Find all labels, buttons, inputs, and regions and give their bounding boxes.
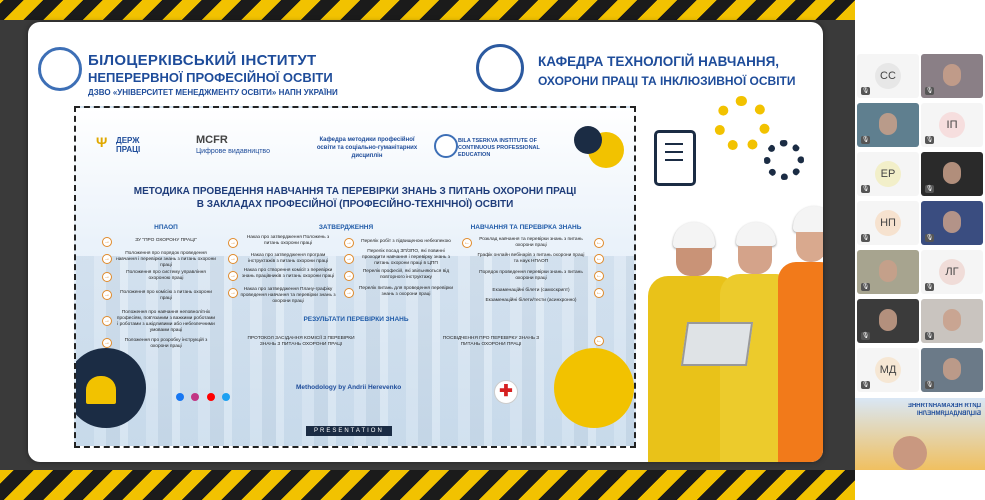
arrow-icon: → [104, 340, 110, 346]
mic-muted-icon: 🎙 [925, 284, 934, 290]
mic-muted-icon: 🎙 [925, 137, 934, 143]
mic-muted-icon: 🎙 [861, 88, 870, 94]
result-protocol: ПРОТОКОЛ ЗАСІДАННЯ КОМІСІЇ З ПЕРЕВІРКИ ЗНАНЬ З ПИТАНЬ ОХОРОНИ ПРАЦІ [247, 336, 355, 347]
participant-video [943, 211, 961, 233]
list-item: Положення про навчання неповнолітніх професіям, пов'язаним з важкими роботами і роботами з шкідливими або небезпечними умовами праці [116, 310, 216, 333]
laptop-icon [681, 322, 753, 366]
hazard-stripe-bottom [0, 470, 855, 500]
presentation-slide [28, 22, 823, 462]
arrow-icon: ← [596, 240, 602, 246]
department-logo [476, 44, 524, 92]
participant-tile[interactable] [921, 250, 983, 294]
hazard-stripe-top [0, 0, 855, 20]
mic-muted-icon: 🎙 [861, 235, 870, 241]
institute-logo [38, 47, 82, 91]
participant-tile[interactable] [857, 54, 919, 98]
workers-photo [628, 222, 823, 462]
mic-muted-icon: 🎙 [861, 333, 870, 339]
mic-muted-icon: 🎙 [861, 137, 870, 143]
arrow-icon: → [230, 273, 236, 279]
trident-icon: Ψ [96, 134, 108, 150]
mcfr-subtitle: Цифрове видавництво [196, 148, 270, 155]
main-title-line1: МЕТОДИКА ПРОВЕДЕННЯ НАВЧАННЯ ТА ПЕРЕВІРКИ ЗНАНЬ З ПИТАНЬ ОХОРОНИ ПРАЦІ [133, 186, 577, 197]
arrow-icon: → [104, 239, 110, 245]
checklist-icon [654, 130, 696, 186]
participant-tile[interactable] [857, 299, 919, 343]
derzh-logo: ДЕРЖ ПРАЦІ [116, 136, 141, 154]
participant-tile[interactable] [921, 103, 983, 147]
participant-video [943, 162, 961, 184]
list-item: Екзаменаційні білети/тести (асинхронно) [485, 298, 577, 303]
list-item: Положення про систему управління охороною праці [126, 270, 206, 281]
participant-initials: МД [875, 357, 901, 383]
mic-muted-icon: 🎙 [925, 382, 934, 388]
kafedra-logo-text: Кафедра методики професійної освіти та соціально-гуманітарних дисциплін [316, 137, 418, 159]
arrow-icon: → [104, 256, 110, 262]
list-item: Наказ про створення комісії з перевірки знань працівників з питань охорони праці [241, 268, 335, 279]
list-item: Екзаменаційні білети (самоскрипт) [492, 288, 570, 293]
institute-title-line2: НЕПЕРЕРВНОЇ ПРОФЕСІЙНОЇ ОСВІТИ [88, 70, 333, 85]
participant-video [879, 113, 897, 135]
participant-tile[interactable] [921, 152, 983, 196]
twitter-icon [222, 393, 230, 401]
gear-icon [714, 96, 770, 152]
participant-initials: ЛГ [939, 259, 965, 285]
participant-tile[interactable] [857, 201, 919, 245]
instagram-icon [191, 393, 199, 401]
list-item: Перелік робіт з підвищеною небезпекою [361, 239, 451, 244]
arrow-icon: → [346, 273, 352, 279]
arrow-icon: ← [596, 273, 602, 279]
mic-muted-icon: 🎙 [925, 333, 934, 339]
mic-muted-icon: 🎙 [861, 382, 870, 388]
presentation-label: PRESENTATION [306, 426, 392, 436]
list-item: Наказ про затвердження програм інструктажів з питань охорони праці [248, 253, 328, 264]
list-item: Наказ про затвердження Плану-графіку проведення навчання та перевірки знань з охорони праці [240, 287, 336, 304]
active-speaker-tile[interactable] [855, 398, 985, 470]
arrow-icon: ← [596, 338, 602, 344]
arrow-icon: ← [596, 290, 602, 296]
list-item: Перелік питань для проведення перевірки знань з охорони праці [358, 286, 454, 297]
arrow-icon: → [346, 256, 352, 262]
arrow-icon: → [104, 318, 110, 324]
participant-tile[interactable] [857, 348, 919, 392]
gear-icon-small [764, 140, 804, 180]
decor-yellow-circle-bottom [554, 348, 634, 428]
social-icons [176, 388, 233, 406]
list-item: Наказ про затвердження Положень з питань охорони праці [246, 235, 330, 246]
participant-video [943, 358, 961, 380]
participant-initials: ІП [939, 112, 965, 138]
mic-muted-icon: 🎙 [925, 88, 934, 94]
mic-muted-icon: 🎙 [925, 186, 934, 192]
participant-tile[interactable] [857, 250, 919, 294]
speaker-face [893, 436, 927, 470]
institute-subtitle: ДЗВО «УНІВЕРСИТЕТ МЕНЕДЖМЕНТУ ОСВІТИ» НАПН УКРАЇНИ [88, 88, 338, 97]
results-head: РЕЗУЛЬТАТИ ПЕРЕВІРКИ ЗНАНЬ [303, 316, 409, 323]
list-item: Положення про комісію з питань охорони праці [120, 290, 212, 301]
arrow-icon: → [346, 240, 352, 246]
arrow-icon: → [104, 292, 110, 298]
institute-title-line1: БІЛОЦЕРКІВСЬКИЙ ІНСТИТУТ [88, 52, 317, 69]
participant-tile[interactable] [921, 299, 983, 343]
participant-initials: НП [875, 210, 901, 236]
department-title-line2: ОХОРОНИ ПРАЦІ ТА ІНКЛЮЗИВНОЇ ОСВІТИ [538, 74, 796, 88]
youtube-icon [207, 393, 215, 401]
list-item: Положення про розробку інструкцій з охорони праці [124, 338, 208, 349]
participant-video [943, 309, 961, 331]
decor-navy-circle [574, 126, 602, 154]
participant-initials: СС [875, 63, 901, 89]
worker-helmet-icon [86, 376, 116, 404]
column-head-npaop: НПАОП [154, 224, 178, 231]
arrow-icon: → [346, 290, 352, 296]
participant-video [879, 309, 897, 331]
arrow-icon: ← [596, 256, 602, 262]
list-item: Перелік професій, які звільняються від повторного інструктажу [362, 269, 450, 280]
list-item: Графік онлайн вебінарів з питань охорони праці та наук НПАОП [477, 253, 585, 264]
inner-slide [74, 106, 636, 448]
arrow-icon: → [104, 274, 110, 280]
list-item: Перелік посад ЗП/ЗПО, які повинні проходити навчання і перевірку знань з питань охорони праці в ЦПП [362, 249, 450, 266]
list-item: ЗУ "ПРО ОХОРОНУ ПРАЦІ" [135, 238, 197, 243]
column-head-approval: ЗАТВЕРДЖЕННЯ [318, 224, 374, 231]
participant-initials: ЕР [875, 161, 901, 187]
bila-tserkva-logo [434, 134, 458, 158]
participant-tile[interactable] [857, 152, 919, 196]
arrow-icon: → [230, 290, 236, 296]
participant-tile[interactable] [921, 54, 983, 98]
department-title-line1: КАФЕДРА ТЕХНОЛОГІЙ НАВЧАННЯ, [538, 54, 780, 69]
list-item: Порядок проведення перевірки знань з питань охорони праці [479, 270, 583, 281]
city-skyline-background [76, 256, 634, 446]
participant-video [879, 260, 897, 282]
active-speaker-label: ЦИТЯ НЕКАМАНИТЯННЕ БІЦЛВИДАЦЯМНЕЛНІ [907, 403, 981, 417]
mcfr-logo: MCFR [196, 134, 228, 146]
arrow-icon: ← [464, 240, 470, 246]
participant-video [943, 64, 961, 86]
mic-muted-icon: 🎙 [861, 186, 870, 192]
list-item: Розклад навчання та перевірки знань з питань охорони праці [479, 237, 583, 248]
participant-tile[interactable] [921, 348, 983, 392]
methodology-credit: Methodology by Andrii Herevenko [296, 384, 402, 391]
mic-muted-icon: 🎙 [861, 284, 870, 290]
bila-tserkva-logo-text: BILA TSERKVA INSTITUTE OF CONTINUOUS PROFESSIONAL EDUCATION [458, 138, 540, 158]
participant-tile[interactable] [921, 201, 983, 245]
main-title-line2: В ЗАКЛАДАХ ПРОФЕСІЙНОЇ (ПРОФЕСІЙНО-ТЕХНІЧНОЇ) ОСВІТИ [196, 199, 514, 210]
red-cross-icon: ✚ [494, 380, 518, 404]
arrow-icon: → [230, 256, 236, 262]
mic-muted-icon: 🎙 [925, 235, 934, 241]
result-certificate: ПОСВІДЧЕННЯ ПРО ПЕРЕВІРКУ ЗНАНЬ З ПИТАНЬ ОХОРОНИ ПРАЦІ [442, 336, 540, 347]
arrow-icon: → [230, 240, 236, 246]
list-item: Положення про порядок проведення навчання і перевірки знань з питань охорони праці [116, 251, 216, 268]
facebook-icon [176, 393, 184, 401]
participant-tile[interactable] [857, 103, 919, 147]
column-head-training: НАВЧАННЯ ТА ПЕРЕВІРКА ЗНАНЬ [470, 224, 582, 231]
